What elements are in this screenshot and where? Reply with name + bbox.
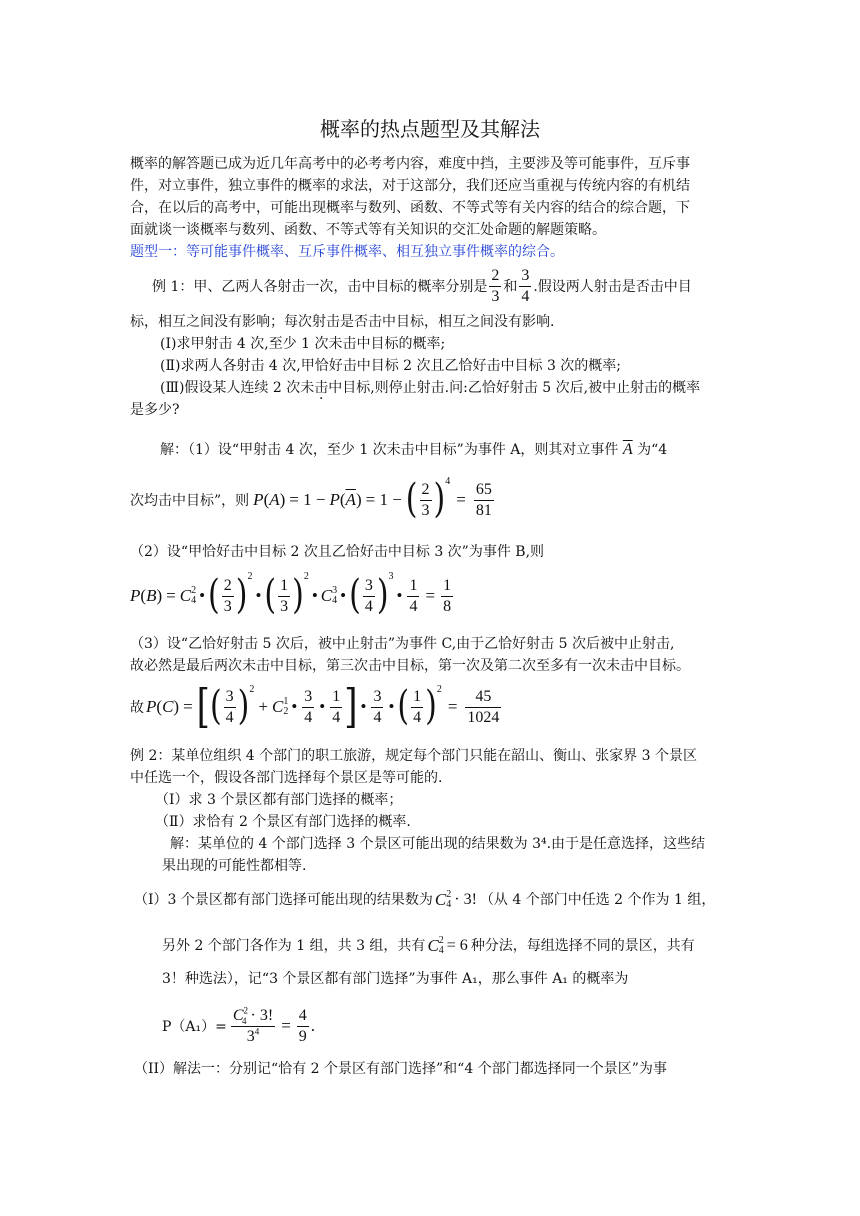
formula-paren: ) <box>173 697 180 716</box>
fraction-denominator: 3 <box>491 288 500 305</box>
formula-paren: ( <box>339 490 346 509</box>
formula-var-bar: $\overline{A}$ <box>345 490 356 509</box>
example-2-line-2: 中任选一个，假设各部门选择每个景区是等可能的. <box>130 770 443 786</box>
solution-1-text-b: 为“4 <box>637 442 668 458</box>
bullet-op: • <box>319 697 326 716</box>
combination-indices: 2 4 <box>438 935 444 956</box>
bullet-op: • <box>291 697 298 716</box>
big-bracket-right: ] <box>344 680 358 734</box>
big-paren-left: ( <box>397 682 410 730</box>
formula-op: + <box>258 697 268 716</box>
big-paren-right: ) <box>235 571 248 619</box>
big-paren-left: ( <box>349 571 361 619</box>
fraction: $\frac{1}{4}$ <box>409 576 418 615</box>
complement-event-a: $\overline{A}$ <box>622 441 633 458</box>
solution-2-intro: （2）设“甲恰好击中目标 2 次且乙恰好击中目标 3 次”为事件 B,则 <box>130 544 545 560</box>
fraction: $\frac{1}{3}$ <box>280 576 289 615</box>
example-1-question-1: (Ⅰ)求甲射击 4 次,至少 1 次未击中目标的概率; <box>160 336 446 352</box>
solution-3-prefix: 故 <box>130 700 144 716</box>
intro-line-4: 面就谈一谈概率与数列、函数、不等式等有关知识的交汇处命题的解题策略。 <box>130 222 606 238</box>
big-paren-right: ) <box>376 571 389 619</box>
formula-paren: ( <box>140 586 147 605</box>
big-paren-left: ( <box>264 571 277 619</box>
fraction-denominator: 81 <box>475 501 492 519</box>
formula-op: = <box>425 586 436 605</box>
formula-op: = <box>456 490 466 509</box>
example-2-part-1-line-3: 3！种选法），记“3 个景区都有部门选择”为事件 A₁，那么事件 A₁ 的概率为 <box>162 971 629 987</box>
formula-op: = 1 − <box>289 490 326 509</box>
bullet-op: • <box>340 586 347 605</box>
fraction-numerator: 2 <box>489 266 501 287</box>
combination: C <box>271 697 284 716</box>
fraction-numerator: $C^2_4 \cdot 3$! <box>232 1005 274 1026</box>
fraction: $\frac{3}{4}$ <box>364 576 373 615</box>
bullet-op: • <box>199 586 206 605</box>
intro-line-1: 概率的解答题已成为近几年高考中的必考考内容，难度中挡，主要涉及等可能事件，互斥事 <box>130 156 690 172</box>
formula-var: A <box>269 490 280 509</box>
combination: C <box>427 936 439 955</box>
result-fraction <box>465 687 501 728</box>
solution-3-line-2: 故必然是最后两次未击中目标，第三次击中目标，第一次及第二次至多有一次未击中目标。 <box>130 658 690 674</box>
fraction-three-quarters <box>519 266 531 307</box>
fraction: $\frac{3}{4}$ <box>225 687 234 726</box>
fraction-denominator: 8 <box>443 597 452 615</box>
big-paren-right: ) <box>433 475 446 523</box>
fraction-two-thirds <box>489 266 501 307</box>
fraction: $\frac{1}{4}$ <box>332 687 341 726</box>
big-paren-right: ) <box>237 682 250 730</box>
fraction: $\frac{2}{3}$ <box>223 576 232 615</box>
bullet-op: • <box>360 697 367 716</box>
part-1-text-a: （I）3 个景区都有部门选择可能出现的结果数为 <box>134 892 433 908</box>
formula-op: = <box>183 697 193 716</box>
fraction-numerator: 1 <box>441 576 453 597</box>
fraction-numerator: 4 <box>297 1006 309 1027</box>
part-1-text-c: 另外 2 个部门各作为 1 组，共 3 组，共有 <box>162 938 426 954</box>
solution-1-formula: 次均击中目标”，则 P ( A ) = 1 − P ( $\overline{A}$ ) = 1 − ( $\frac{2}{3}$ ) 4 = $\frac{65}{81}$ <box>130 475 492 523</box>
result-fraction <box>297 1006 309 1047</box>
example-2-question-2: （Ⅱ）求恰有 2 个景区有部门选择的概率. <box>155 814 411 830</box>
combination-indices: 3 4 <box>332 585 338 606</box>
example-2-part-1-line-1 <box>134 890 715 910</box>
big-paren-left: ( <box>209 682 222 730</box>
combination: C <box>434 890 447 909</box>
fraction-denominator: 3 <box>421 501 430 519</box>
big-paren-right: ) <box>425 682 437 730</box>
part-1-text-d: 种分法，每组选择不同的景区，共有 <box>470 938 695 954</box>
solution-3-formula: 故 P ( C ) = [ ( $\frac{3}{4}$ ) 2 + C 1 2 • $\frac{3}{4}$ • $\frac{1}{4}$ ] • $\frac{3}{4}$ • ( $\frac{1}{4}$ ) 2 = $\frac{45}{1024}$ <box>130 680 500 734</box>
formula-paren: ( <box>156 697 163 716</box>
example-1-statement <box>152 266 692 307</box>
question-3-text-a: (Ⅲ)假设某人连续 2 次 <box>160 380 301 396</box>
fraction <box>231 1006 275 1047</box>
combination: C <box>179 586 192 605</box>
factorial-expr: · 3! <box>454 891 477 908</box>
formula-p: P <box>329 490 340 509</box>
formula-p: P <box>146 697 157 716</box>
formula-p: P <box>130 586 141 605</box>
example-1-line-2: 标，相互之间没有影响；每次射击是否击中目标，相互之间没有影响. <box>130 314 555 330</box>
period: . <box>310 1016 316 1035</box>
fraction-numerator: 2 <box>420 480 432 501</box>
formula-var: C <box>162 697 174 716</box>
formula-paren: ) <box>279 490 286 509</box>
formula-paren: ) <box>156 586 163 605</box>
example-1-text-c: .假设两人射击是否击中目 <box>533 278 692 295</box>
fraction-denominator: 9 <box>298 1027 307 1045</box>
part-1-text-b: （从 4 个部门中任选 2 个作为 1 组， <box>479 892 716 908</box>
result-fraction <box>474 480 494 521</box>
solution-1-text-a: 解：（1）设“甲射击 4 次，至少 1 次未击中目标”为事件 A，则其对立事件 <box>160 442 619 458</box>
formula-op: = <box>281 1016 291 1035</box>
fraction: $\frac{1}{4}$ <box>413 687 422 726</box>
bullet-op: • <box>396 586 403 605</box>
result-fraction <box>441 576 453 617</box>
formula-paren: ) <box>355 490 362 509</box>
emphasis-dots-text: 未击中 <box>300 380 343 396</box>
combination-indices: 2 4 <box>446 889 452 910</box>
big-paren-left: ( <box>405 475 418 523</box>
fraction: $\frac{3}{4}$ <box>373 687 382 726</box>
example-1-question-3-cont: 是多少? <box>130 402 180 418</box>
big-paren-left: ( <box>208 571 220 619</box>
example-2-question-1: （Ⅰ）求 3 个景区都有部门选择的概率； <box>155 792 403 808</box>
equals-six: = 6 <box>446 937 468 954</box>
fraction-numerator: 45 <box>465 687 501 708</box>
example-2-part-1-formula <box>162 1004 315 1048</box>
fraction <box>420 480 432 521</box>
formula-var: B <box>146 586 157 605</box>
fraction-numerator: 3 <box>519 266 531 287</box>
bullet-op: • <box>255 586 262 605</box>
bullet-op: • <box>388 697 395 716</box>
fraction-numerator: 65 <box>474 480 494 501</box>
formula-paren: ( <box>263 490 270 509</box>
big-bracket-left: [ <box>196 680 210 734</box>
example-2-solution-line-2: 果出现的可能性都相等. <box>162 858 307 874</box>
fraction-denominator: 1024 <box>467 708 500 726</box>
section-heading-1: 题型一：等可能事件概率、互斥事件概率、相互独立事件概率的综合。 <box>130 244 564 260</box>
formula-op: = 1 − <box>365 490 402 509</box>
solution-3-line-1: （3）设“乙恰好射击 5 次后，被中止射击”为事件 C,由于乙恰好射击 5 次后被中止射击, <box>130 636 675 652</box>
solution-2-formula: P ( B ) = C 2 4 • ( $\frac{2}{3}$ ) 2 • ( $\frac{1}{3}$ ) 2 • C 3 4 • ( $\frac{3}{4}$ ) 3 • $\frac{1}{4}$ = $\frac{1}{8}$ <box>130 571 452 619</box>
example-2-part-1-line-2 <box>162 936 695 956</box>
solution-1-line-1 <box>160 441 667 459</box>
question-3-text-b: 目标,则停止射击.问:乙恰好射击 5 次后,被中止射击的概率 <box>342 380 701 396</box>
fraction-denominator: $3^4$ <box>246 1026 260 1045</box>
intro-line-2: 件，对立事件，独立事件的概率的求法，对于这部分，我们还应当重视与传统内容的有机结 <box>130 178 690 194</box>
combination-indices: 2 4 <box>191 585 197 606</box>
big-paren-right: ) <box>292 571 304 619</box>
example-1-text-b: 和 <box>503 278 518 295</box>
formula-op: = <box>447 697 458 716</box>
part-1-prefix: P（A₁）= <box>162 1019 227 1035</box>
formula-p-a: P <box>253 490 264 509</box>
example-1-question-3 <box>160 379 700 397</box>
intro-line-3: 合，在以后的高考中，可能出现概率与数列、函数、不等式等有关内容的结合的综合题，下 <box>130 200 690 216</box>
formula-op: = <box>166 586 176 605</box>
fraction: $\frac{3}{4}$ <box>304 687 313 726</box>
example-1-question-2: (Ⅱ)求两人各射击 4 次,甲恰好击中目标 2 次且乙恰好击中目标 3 次的概率; <box>160 358 622 374</box>
example-2-line-1: 例 2：某单位组织 4 个部门的职工旅游，规定每个部门只能在韶山、衡山、张家界 3 个景区 <box>130 748 697 764</box>
solution-1-text-c: 次均击中目标”，则 <box>130 493 250 509</box>
combination-indices: 1 2 <box>283 696 289 717</box>
fraction-denominator: 4 <box>521 288 530 305</box>
page-title: 概率的热点题型及其解法 <box>320 117 540 141</box>
example-2-solution-line-1: 解：某单位的 4 个部门选择 3 个景区可能出现的结果数为 3⁴.由于是任意选择，这些结 <box>170 836 706 852</box>
combination: C <box>320 586 333 605</box>
example-2-part-2-line-1: （II）解法一：分别记“恰有 2 个景区有部门选择”和“4 个部门都选择同一个景区”为事 <box>134 1061 667 1077</box>
bullet-op: • <box>311 586 318 605</box>
example-1-text-a: 例 1：甲、乙两人各射击一次，击中目标的概率分别是 <box>152 278 488 295</box>
